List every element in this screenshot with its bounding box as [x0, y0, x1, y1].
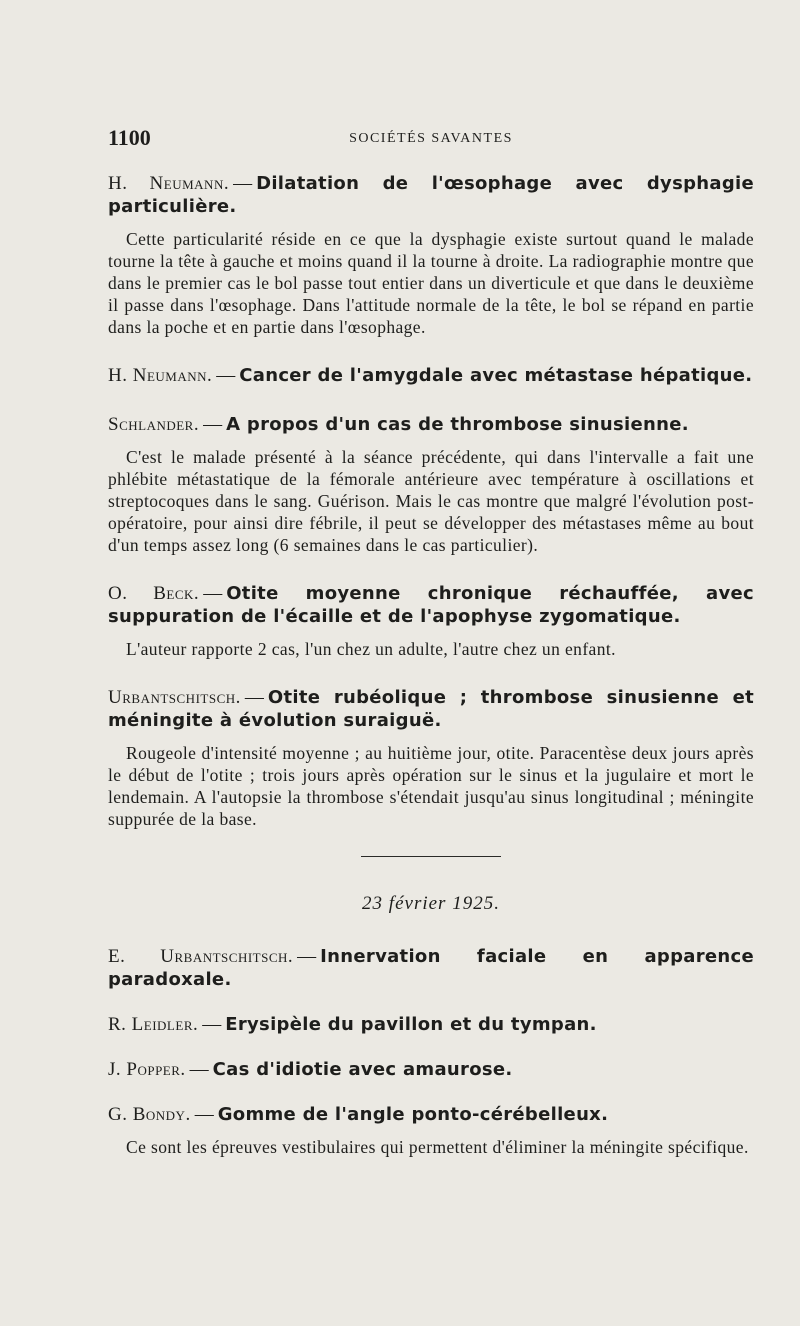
entry-heading [108, 1058, 754, 1081]
communication-entry [108, 172, 754, 338]
entry-heading [108, 1103, 754, 1126]
entry-heading [108, 582, 754, 628]
entry-dash: — [216, 365, 236, 386]
entry-title: A propos d'un cas de thrombose sinusienne. [226, 414, 689, 435]
communication-entry [108, 364, 754, 387]
entry-title: Cas d'idiotie avec amaurose. [212, 1059, 513, 1080]
communication-entry [108, 582, 754, 660]
entry-title: Innervation faciale en apparence paradoxale. [108, 946, 754, 990]
entry-author: G. Bondy. [108, 1104, 191, 1125]
entry-dash: — [202, 1014, 222, 1035]
entry-dash: — [189, 1059, 209, 1080]
entry-body: Rougeole d'intensité moyenne ; au huitième jour, otite. Paracentèse deux jours après le début de l'otite ; trois jours après opération sur le sinus et la jugulaire et mort le lendemain. A l'autopsie la thrombose s'étendait jusqu'au sinus longitudinal ; méningite suppurée de la base. [108, 743, 754, 829]
entry-title: Otite moyenne chronique réchauffée, avec suppuration de l'écaille et de l'apophyse zygomatique. [108, 583, 754, 627]
entry-title: Cancer de l'amygdale avec métastase hépatique. [239, 365, 753, 386]
entry-author: O. Beck. [108, 583, 200, 604]
entry-title: Dilatation de l'œsophage avec dysphagie particulière. [108, 173, 754, 217]
entry-title: Erysipèle du pavillon et du tympan. [225, 1014, 597, 1035]
communication-entry [108, 413, 754, 556]
page-content [108, 172, 754, 1180]
communication-entry [108, 945, 754, 991]
running-head: SOCIÉTÉS SAVANTES [349, 131, 513, 146]
entry-heading [108, 1013, 754, 1036]
entry-author: J. Popper. [108, 1059, 186, 1080]
entry-title: Gomme de l'angle ponto-cérébelleux. [217, 1104, 609, 1125]
page-header [108, 125, 754, 155]
entry-heading [108, 413, 754, 436]
entry-dash: — [297, 946, 317, 967]
session-date: 23 février 1925. [362, 893, 500, 914]
entry-heading [108, 945, 754, 991]
entry-dash: — [203, 414, 223, 435]
communication-entry [108, 1013, 754, 1036]
entry-author: Schlander. [108, 414, 200, 435]
entry-heading [108, 686, 754, 732]
entry-author: E. Urbantschitsch. [108, 946, 294, 967]
section-divider [361, 856, 501, 857]
entry-author: R. Leidler. [108, 1014, 199, 1035]
entry-body: C'est le malade présenté à la séance précédente, qui dans l'intervalle a fait une phlébite métastatique de la fémorale antérieure avec température à oscillations et streptocoques dans le sang. Guérison. Mais le cas montre que malgré l'évolution post-opératoire, pour ainsi dire fébrile, il peut se développer des métastases même au bout d'un temps assez long (6 semaines dans le cas particulier). [108, 447, 754, 555]
entry-dash: — [194, 1104, 214, 1125]
entry-heading [108, 172, 754, 218]
communication-entry [108, 1103, 754, 1158]
page-number: 1100 [108, 125, 151, 150]
entry-dash: — [233, 173, 253, 194]
entry-body: L'auteur rapporte 2 cas, l'un chez un adulte, l'autre chez un enfant. [126, 639, 616, 659]
communication-entry [108, 1058, 754, 1081]
entry-author: H. Neumann. [108, 173, 230, 194]
entry-author: H. Neumann. [108, 365, 213, 386]
entry-author: Urbantschitsch. [108, 687, 241, 708]
communication-entry [108, 686, 754, 830]
entry-body: Ce sont les épreuves vestibulaires qui permettent d'éliminer la méningite spécifique. [126, 1137, 749, 1157]
entry-dash: — [203, 583, 223, 604]
entry-title: Otite rubéolique ; thrombose sinusienne et méningite à évolution suraiguë. [108, 687, 754, 731]
entry-dash: — [244, 687, 264, 708]
entry-heading [108, 364, 754, 387]
entry-body: Cette particularité réside en ce que la dysphagie existe surtout quand le malade tourne la tête à gauche et moins quand il la tourne à droite. La radiographie montre que dans le premier cas le bol passe tout entier dans un diverticule et que dans le deuxième il passe dans l'œsophage. Dans l'attitude normale de la tête, le bol se répand en partie dans la poche et en partie dans l'œsophage. [108, 229, 754, 337]
